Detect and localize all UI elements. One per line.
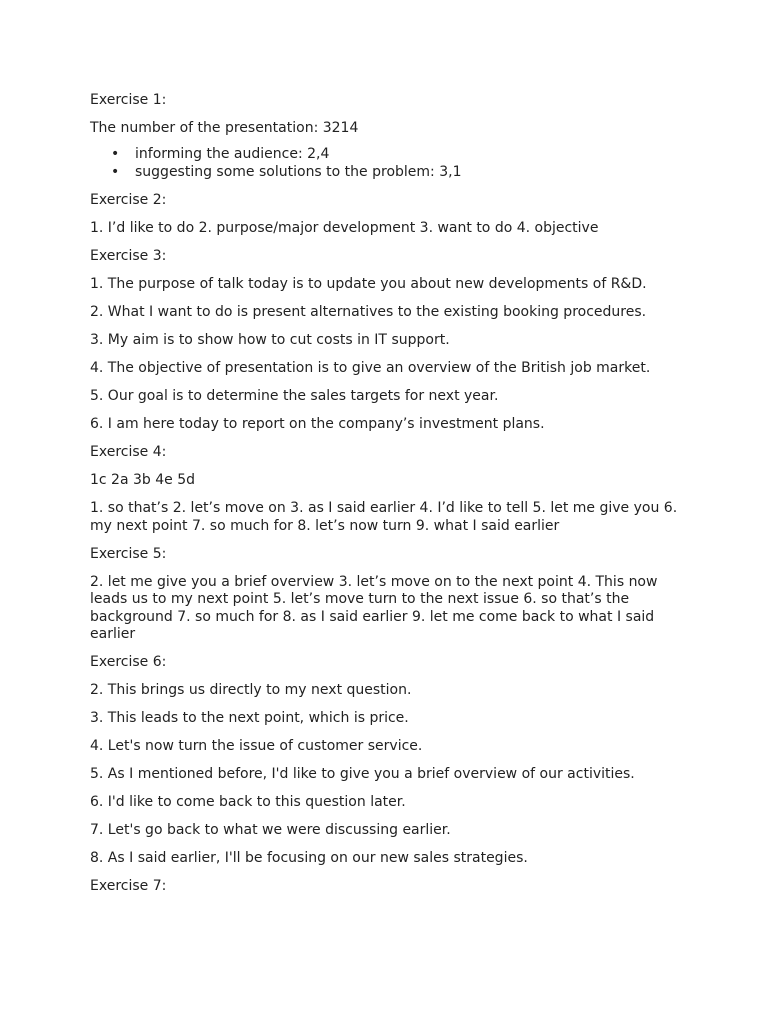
presentation-number-line: The number of the presentation: 3214	[90, 120, 359, 136]
exercise-6-answer-5: 5. As I mentioned before, I'd like to give you a brief overview of our activities.	[90, 766, 635, 782]
list-item-text: informing the audience: 2,4	[135, 146, 330, 162]
exercise-6-answer-6: 6. I'd like to come back to this question later.	[90, 794, 406, 810]
list-item	[90, 146, 682, 164]
exercise-3-answer-4: 4. The objective of presentation is to give an overview of the British job market.	[90, 360, 651, 376]
exercise-1-heading: Exercise 1:	[90, 92, 167, 108]
list-item	[90, 164, 682, 182]
exercise-2-heading: Exercise 2:	[90, 192, 167, 208]
exercise-6-heading: Exercise 6:	[90, 654, 167, 670]
document-page	[90, 92, 682, 906]
exercise-6-answer-7: 7. Let's go back to what we were discussing earlier.	[90, 822, 451, 838]
exercise-4-answers: 1. so that’s 2. let’s move on 3. as I said earlier 4. I’d like to tell 5. let me give you 6. my next point 7. so much for 8. let’s now turn 9. what I said earlier	[90, 500, 678, 534]
exercise-4-matching: 1c 2a 3b 4e 5d	[90, 472, 195, 488]
exercise-6-answer-3: 3. This leads to the next point, which is price.	[90, 710, 409, 726]
exercise-7-heading: Exercise 7:	[90, 878, 167, 894]
exercise-5-answers: 2. let me give you a brief overview 3. let’s move on to the next point 4. This now leads us to my next point 5. let’s move turn to the next issue 6. so that’s the background 7. so much for 8. as I said earlier 9. let me come back to what I said earlier	[90, 573, 658, 642]
exercise-3-answer-2: 2. What I want to do is present alternatives to the existing booking procedures.	[90, 304, 647, 320]
exercise-3-answer-5: 5. Our goal is to determine the sales targets for next year.	[90, 388, 499, 404]
exercise-6-answer-8: 8. As I said earlier, I'll be focusing on our new sales strategies.	[90, 850, 528, 866]
bullet-icon: •	[111, 163, 120, 180]
exercise-4-heading: Exercise 4:	[90, 444, 167, 460]
bullet-list	[90, 146, 682, 181]
exercise-6-answer-4: 4. Let's now turn the issue of customer service.	[90, 738, 423, 754]
exercise-3-answer-6: 6. I am here today to report on the company’s investment plans.	[90, 416, 545, 432]
list-item-text: suggesting some solutions to the problem: 3,1	[135, 163, 462, 180]
exercise-5-heading: Exercise 5:	[90, 545, 167, 562]
bullet-icon: •	[111, 146, 120, 162]
exercise-3-answer-3: 3. My aim is to show how to cut costs in IT support.	[90, 332, 450, 348]
exercise-2-answers: 1. I’d like to do 2. purpose/major development 3. want to do 4. objective	[90, 220, 599, 236]
exercise-6-answer-2: 2. This brings us directly to my next question.	[90, 682, 412, 698]
exercise-3-heading: Exercise 3:	[90, 248, 167, 264]
exercise-3-answer-1: 1. The purpose of talk today is to update you about new developments of R&D.	[90, 276, 647, 292]
